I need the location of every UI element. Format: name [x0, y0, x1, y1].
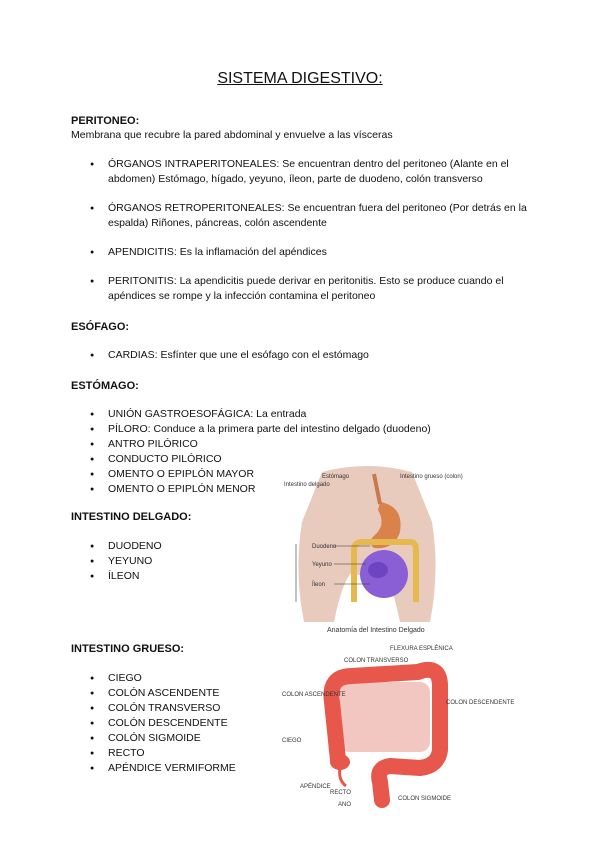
- list-item: ● COLÓN TRANSVERSO: [90, 701, 236, 716]
- peritoneo-definition: Membrana que recubre la pared abdominal y envuelve a las vísceras: [71, 129, 393, 141]
- label-intestino-delgado: Intestino delgado: [284, 482, 330, 488]
- page-title: SISTEMA DIGESTIVO:: [217, 70, 383, 87]
- figure-caption: Anatomía del Intestino Delgado: [327, 627, 425, 634]
- label-recto: RECTO: [330, 790, 351, 796]
- list-item: ● COLÓN SIGMOIDE: [90, 731, 236, 746]
- list-item: ● COLÓN ASCENDENTE: [90, 686, 236, 701]
- list-item: ● PÍLORO: Conduce a la primera parte del intestino delgado (duodeno): [90, 422, 431, 437]
- label-colon-descendente: COLON DESCENDENTE: [446, 700, 515, 706]
- list-item: ● ÓRGANOS INTRAPERITONEALES: Se encuentran dentro del peritoneo (Alante en el abdomen) Estómago, hígado, yeyuno, íleon, parte de duodeno, colón transverso: [90, 157, 535, 187]
- list-item: ● OMENTO O EPIPLÓN MAYOR: [90, 467, 431, 482]
- list-item: ● YEYUNO: [90, 554, 162, 569]
- label-colon-transverso: COLON TRANSVERSO: [344, 658, 409, 664]
- peritoneo-list: [90, 157, 535, 318]
- list-item: ● CONDUCTO PILÓRICO: [90, 452, 431, 467]
- list-item: ● DUODENO: [90, 539, 162, 554]
- intestino-delgado-list: [90, 539, 162, 584]
- label-ciego: CIEGO: [282, 738, 302, 744]
- list-item: ● ÍLEON: [90, 569, 162, 584]
- list-item: ● UNIÓN GASTROESOFÁGICA: La entrada: [90, 407, 431, 422]
- list-item: ● CARDIAS: Esfínter que une el esófago con el estómago: [90, 348, 369, 363]
- section-heading-intestino-grueso: INTESTINO GRUESO:: [71, 643, 185, 655]
- label-yeyuno: Yeyuno: [312, 562, 332, 568]
- section-heading-estomago: ESTÓMAGO:: [71, 380, 139, 392]
- label-intestino-grueso: Intestino grueso (colon): [400, 474, 463, 480]
- list-item: ● CIEGO: [90, 671, 236, 686]
- esofago-list: [90, 348, 369, 363]
- list-item: ● APENDICITIS: Es la inflamación del apéndices: [90, 245, 535, 260]
- list-item: ● ÓRGANOS RETROPERITONEALES: Se encuentran fuera del peritoneo (Por detrás en la espalda) Riñones, páncreas, colón ascendente: [90, 201, 535, 231]
- list-item: ● APÉNDICE VERMIFORME: [90, 761, 236, 776]
- small-intestine-coil: [368, 562, 388, 578]
- intestino-grueso-list: [90, 671, 236, 776]
- list-item: ● PERITONITIS: La apendicitis puede derivar en peritonitis. Esto se produce cuando el apéndices se rompe y la infección contamina el peritoneo: [90, 274, 535, 304]
- list-item: ● ANTRO PILÓRICO: [90, 437, 431, 452]
- appendix-shape: [340, 768, 346, 786]
- list-item: ● OMENTO O EPIPLÓN MENOR: [90, 482, 431, 497]
- section-heading-peritoneo: PERITONEO:: [71, 115, 140, 127]
- list-item: ● RECTO: [90, 746, 236, 761]
- label-apendice: APÉNDICE: [300, 784, 331, 790]
- section-heading-esofago: ESÓFAGO:: [71, 321, 130, 333]
- large-intestine-figure: [280, 642, 515, 808]
- label-estomago: Estómago: [322, 474, 350, 480]
- mesentery-shape: [340, 682, 430, 752]
- label-sigmoide: COLON SIGMOIDE: [398, 796, 452, 802]
- list-item: ● COLÓN DESCENDENTE: [90, 716, 236, 731]
- label-ano: ANO: [338, 802, 352, 808]
- cecum-shape: [330, 754, 350, 770]
- label-ileon: Íleon: [312, 582, 326, 588]
- small-intestine-figure: [282, 462, 463, 637]
- label-colon-ascendente: COLON ASCENDENTE: [282, 692, 346, 698]
- label-duodeno: Duodeno: [312, 544, 337, 550]
- section-heading-intestino-delgado: INTESTINO DELGADO:: [71, 511, 192, 523]
- label-flexura-esplenica: FLEXURA ESPLÉNICA: [390, 646, 453, 652]
